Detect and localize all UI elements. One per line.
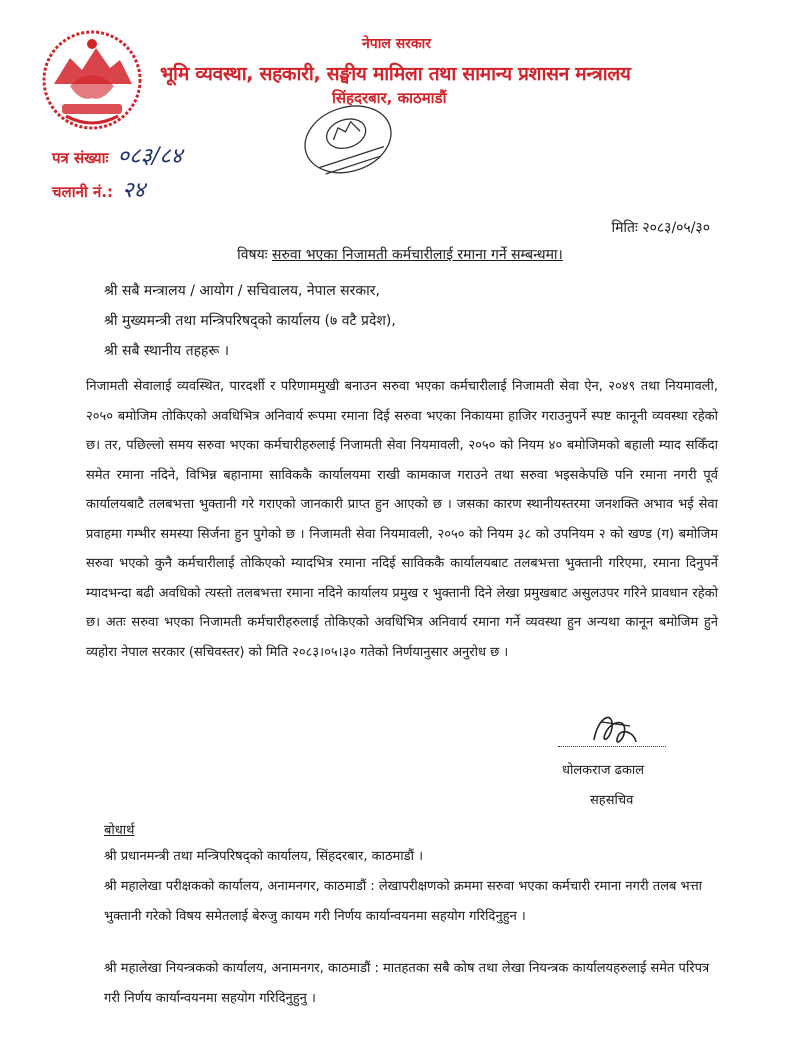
cc-heading: बोधार्थ — [104, 823, 135, 838]
subject-label: विषयः — [237, 247, 268, 263]
ministry-location: सिंहदरबार, काठमाडौं — [332, 89, 447, 107]
patra-sankhya-label: पत्र संख्याः — [52, 149, 109, 167]
cc-item-2-text: श्री महालेखा परीक्षकको कार्यालय, अनामनगर, काठमाडौं : लेखापरीक्षणको क्रममा सरुवा भएका कर्मचारी रमाना नगरी तलब भत्ता भुक्तानी गरेको विषय समेतलाई बेरुजु कायम गरी निर्णय कार्यान्वयनमा सहयोग गरिदिनुहुन । — [104, 879, 703, 924]
chalani-number-value: २४ — [122, 178, 146, 203]
ministry-name: भूमि व्यवस्था, सहकारी, सङ्घीय मामिला तथा सामान्य प्रशासन मन्त्रालय — [160, 63, 631, 85]
cc-item-1 — [104, 842, 716, 872]
office-stamp-icon — [272, 96, 422, 196]
government-name: नेपाल सरकार — [362, 36, 432, 52]
letter-date: मितिः २०८३/०५/३० — [611, 220, 710, 236]
cc-item-3-text: श्री महालेखा नियन्त्रकको कार्यालय, अनामनगर, काठमाडौं : मातहतका सबै कोष तथा लेखा नियन्त्रक कार्यालयहरुलाई समेत परिपत्र गरी निर्णय कार्यान्वयनमा सहयोग गरिदिनुहुनु । — [104, 961, 710, 1006]
addressee-1: श्री सबै मन्त्रालय / आयोग / सचिवालय, नेपाल सरकार, — [104, 283, 380, 299]
subject-text: सरुवा भएका निजामती कर्मचारीलाई रमाना गर्ने सम्बन्धमा। — [272, 247, 563, 263]
nepal-emblem-icon — [40, 24, 144, 136]
patra-sankhya-value: ०८३/८४ — [117, 144, 183, 169]
signatory-title: सहसचिव — [590, 793, 634, 808]
signature-dotted-line — [558, 746, 666, 747]
cc-item-3 — [104, 954, 716, 1013]
chalani-number-row — [52, 174, 145, 204]
addressee-2: श्री मुख्यमन्त्री तथा मन्त्रिपरिषद्को कार्यालय (७ वटै प्रदेश), — [104, 313, 396, 329]
patra-sankhya-row — [52, 140, 182, 170]
addressee-3: श्री सबै स्थानीय तहहरू । — [104, 343, 230, 359]
letter-body: निजामती सेवालाई व्यवस्थित, पारदर्शी र परिणाममुखी बनाउन सरुवा भएका कर्मचारीलाई निजामती सेवा ऐन, २०४९ तथा नियमावली, २०५० बमोजिम तोकिएको अवधिभित्र अनिवार्य रूपमा रमाना दिई सरुवा भएका निकायमा हाजिर गराउनुपर्ने स्पष्ट कानूनी व्यवस्था रहेको छ। तर, पछिल्लो समय सरुवा भएका कर्मचारीहरुलाई निजामती सेवा नियमावली, २०५० को नियम ४० बमोजिमको बहाली म्याद सकिँदा समेत रमाना नदिने, विभिन्न बहानामा साविककै कार्यालयमा राखी कामकाज गराउने तथा सरुवा भइसकेपछि पनि रमाना नगरी पूर्व कार्यालयबाटै तलबभत्ता भुक्तानी गरे गराएको जानकारी प्राप्त हुन आएको छ । जसका कारण स्थानीयस्तरमा जनशक्ति अभाव भई सेवा प्रवाहमा गम्भीर समस्या सिर्जना हुन पुगेको छ । निजामती सेवा नियमावली, २०५० को नियम ३८ को उपनियम २ को खण्ड (ग) बमोजिम सरुवा भएको कुनै कर्मचारीलाई तोकिएको म्यादभित्र रमाना नदिई साविककै कार्यालयबाट तलबभत्ता भुक्तानी गरिएमा, रमाना दिनुपर्ने म्यादभन्दा बढी अवधिको त्यस्तो तलबभत्ता रमाना नदिने कार्यालय प्रमुख र भुक्तानी दिने लेखा प्रमुखबाट असुलउपर गरिने प्रावधान रहेको छ। अतः सरुवा भएका निजामती कर्मचारीहरुलाई तोकिएको अवधिभित्र अनिवार्य रमाना गर्ने व्यवस्था हुन अन्यथा कानून बमोजिम हुने व्यहोरा नेपाल सरकार (सचिवस्तर) को मिति २०८३।०५।३० गतेको निर्णयानुसार अनुरोध छ । — [86, 379, 718, 660]
signatory-name: धोलकराज ढकाल — [562, 763, 645, 778]
chalani-number-label: चलानी नं.: — [52, 183, 114, 201]
cc-item-1-text: श्री प्रधानमन्त्री तथा मन्त्रिपरिषद्को कार्यालय, सिंहदरबार, काठमाडौं । — [104, 849, 424, 864]
cc-item-2 — [104, 872, 716, 931]
subject-line — [0, 245, 800, 264]
